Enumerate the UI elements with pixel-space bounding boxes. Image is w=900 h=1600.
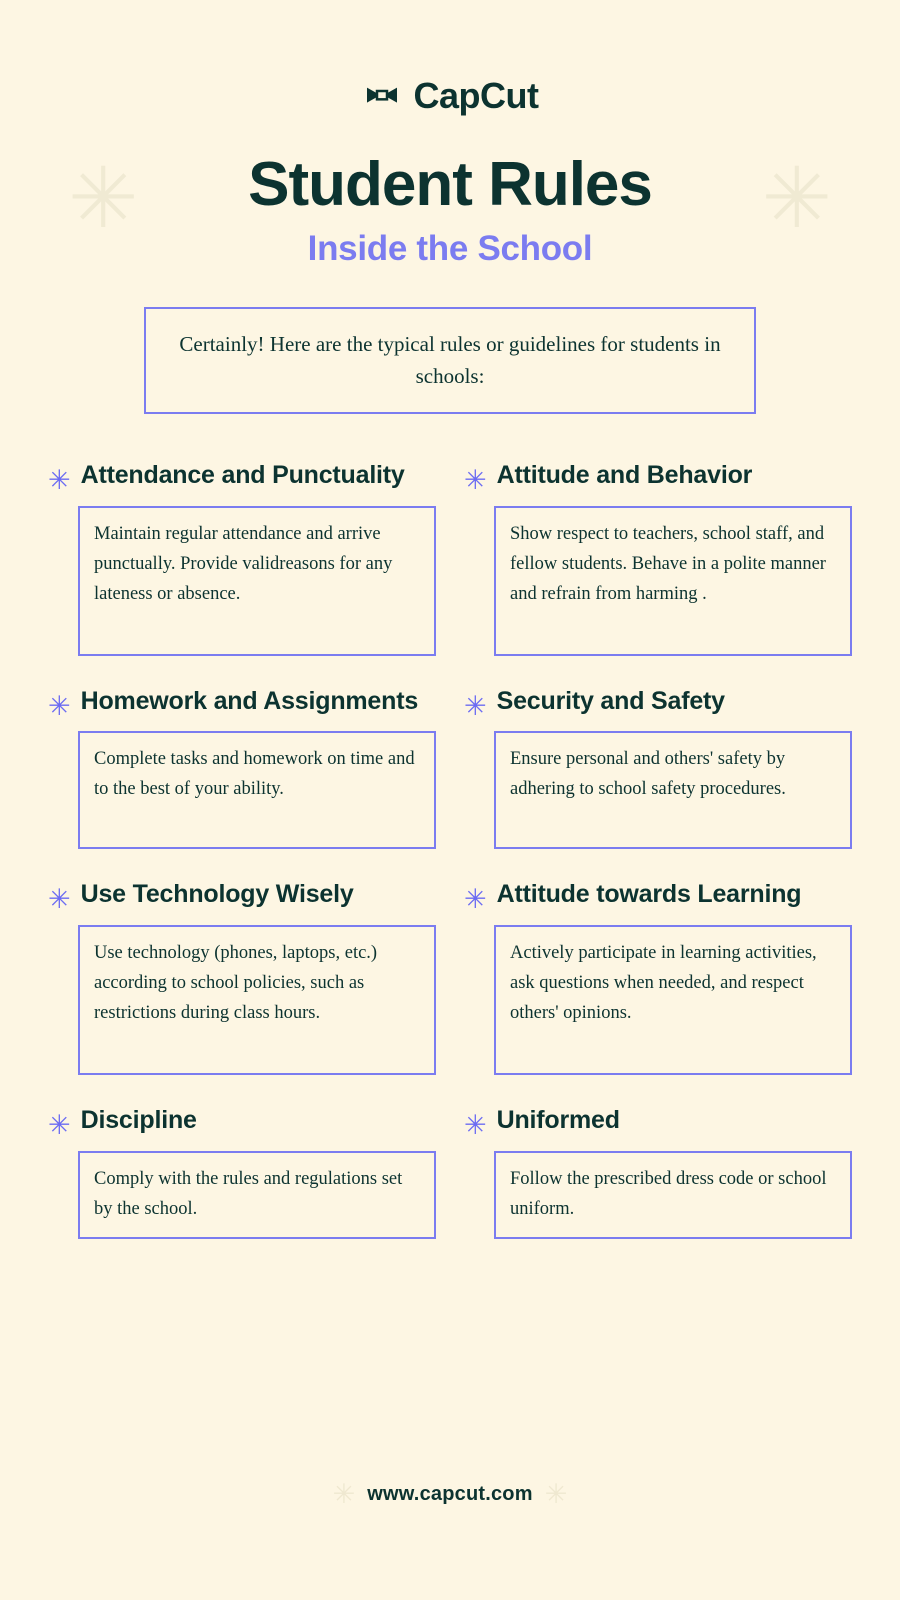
asterisk-icon-left: ✳ (68, 151, 139, 245)
asterisk-icon: ✳ (464, 1110, 487, 1141)
rules-grid (48, 460, 852, 1269)
asterisk-icon-right: ✳ (761, 151, 832, 245)
rule-body: Ensure personal and others' safety by adhering to school safety procedures. (494, 731, 852, 849)
asterisk-icon: ✳ (48, 1110, 71, 1141)
rule-item (48, 879, 436, 1075)
rule-title: Use Technology Wisely (80, 880, 354, 909)
rule-title: Attitude towards Learning (496, 880, 802, 909)
brand-header (0, 0, 900, 114)
asterisk-icon: ✳ (464, 884, 487, 915)
rule-title: Security and Safety (496, 686, 725, 715)
rule-item (48, 460, 436, 656)
page-title: Student Rules (248, 150, 652, 219)
footer-url[interactable]: www.capcut.com (367, 1483, 533, 1505)
asterisk-icon-footer-right: ✳ (544, 1479, 568, 1509)
rule-heading (464, 1105, 852, 1141)
asterisk-icon: ✳ (464, 690, 487, 721)
rule-body: Maintain regular attendance and arrive punctually. Provide validreasons for any lateness or absence. (78, 506, 436, 656)
asterisk-icon: ✳ (48, 884, 71, 915)
rule-heading (464, 460, 852, 496)
rule-body: Actively participate in learning activities, ask questions when needed, and respect others' opinions. (494, 925, 852, 1075)
rule-body: Comply with the rules and regulations set by the school. (78, 1151, 436, 1239)
asterisk-icon-footer-left: ✳ (332, 1479, 356, 1509)
capcut-logo-icon (362, 81, 402, 111)
rule-title: Discipline (80, 1106, 197, 1135)
page-subtitle: Inside the School (307, 229, 593, 269)
rule-item (464, 686, 852, 850)
asterisk-icon: ✳ (48, 690, 71, 721)
rule-item (464, 1105, 852, 1239)
rule-body: Show respect to teachers, school staff, and fellow students. Behave in a polite manner and refrain from harming . (494, 506, 852, 656)
rule-heading (464, 879, 852, 915)
brand-name: CapCut (413, 75, 539, 116)
rule-heading (48, 879, 436, 915)
rule-body: Follow the prescribed dress code or school uniform. (494, 1151, 852, 1239)
rule-item (464, 879, 852, 1075)
rule-title: Uniformed (496, 1106, 620, 1135)
footer (0, 1481, 900, 1508)
rule-item (464, 460, 852, 656)
asterisk-icon: ✳ (464, 465, 487, 496)
rule-heading (48, 1105, 436, 1141)
rule-body: Complete tasks and homework on time and to the best of your ability. (78, 731, 436, 849)
intro-callout: Certainly! Here are the typical rules or guidelines for students in schools: (144, 307, 756, 414)
rule-title: Attitude and Behavior (496, 461, 753, 490)
rule-item (48, 686, 436, 850)
asterisk-icon: ✳ (48, 465, 71, 496)
rule-title: Homework and Assignments (80, 686, 419, 715)
rule-heading (48, 686, 436, 722)
rule-item (48, 1105, 436, 1239)
rule-heading (48, 460, 436, 496)
rule-title: Attendance and Punctuality (80, 461, 405, 490)
title-block (0, 152, 900, 269)
rule-heading (464, 686, 852, 722)
rule-body: Use technology (phones, laptops, etc.) according to school policies, such as restrictions during class hours. (78, 925, 436, 1075)
